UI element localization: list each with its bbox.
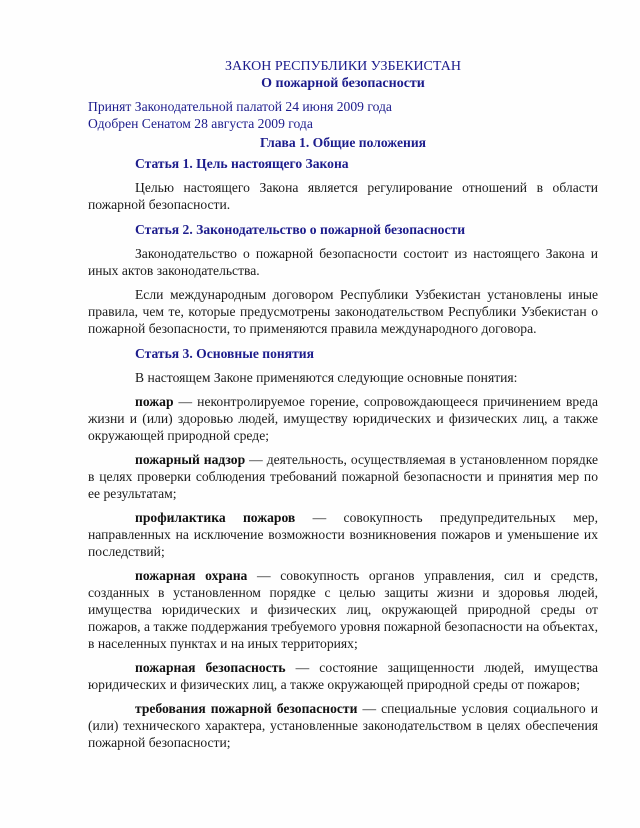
article-2-heading: Статья 2. Законодательство о пожарной безопасности [135,222,466,237]
definition-text: — неконтролируемое горение, сопровождающееся причинением вреда жизни и (или) здоровью людей, имуществу юридических и физических лиц, а также окружающей природной среде; [88,394,598,443]
definition-term: требования пожарной безопасности [135,701,358,716]
adoption-meta [88,98,598,132]
definition-item [88,509,598,560]
document-body [88,58,598,751]
definition-term: пожарная безопасность [135,660,286,675]
article-3-intro: В настоящем Законе применяются следующие основные понятия: [135,370,518,385]
definition-item [88,659,598,693]
definition-text: — совокупность предупредительных мер, направленных на исключение возможности возникновения пожаров и уменьшение их последствий; [88,510,598,559]
article-1-heading: Статья 1. Цель настоящего Закона [135,156,349,171]
definition-term: пожарный надзор [135,452,246,467]
chapter-heading: Глава 1. Общие положения [259,135,427,150]
definition-item [88,700,598,751]
definition-text: — совокупность органов управления, сил и средств, созданных в установленном порядке с целью защиты жизни и здоровья людей, имущества юридических и физических лиц, окружающей природной среды от пожаров, а также поддержания требуемого уровня пожарной безопасности на объектах, в населенных пунктах и на иных территориях; [88,568,598,651]
definition-term: пожарная охрана [135,568,248,583]
law-title: ЗАКОН РЕСПУБЛИКИ УЗБЕКИСТАН [225,59,461,74]
article-1-paragraph-1: Целью настоящего Закона является регулирование отношений в области пожарной безопасности. [88,180,598,212]
article-2-paragraph-1: Законодательство о пожарной безопасности состоит из настоящего Закона и иных актов законодательства. [88,246,598,278]
approved-date: Одобрен Сенатом 28 августа 2009 года [88,116,313,131]
definition-text: — деятельность, осуществляемая в установленном порядке в целях проверки соблюдения требований пожарной безопасности и принятия мер по ее результатам; [88,452,598,501]
law-subtitle: О пожарной безопасности [261,76,425,91]
definition-text: — состояние защищенности людей, имущества юридических и физических лиц, а также окружающей природной среды от пожаров; [88,660,598,692]
definition-term: профилактика пожаров [135,510,296,525]
definition-item [88,567,598,652]
definition-text: — специальные условия социального и (или) технического характера, установленные законодательством в целях обеспечения пожарной безопасности; [88,701,599,750]
adopted-date: Принят Законодательной палатой 24 июня 2009 года [88,99,392,114]
article-3-heading: Статья 3. Основные понятия [135,346,314,361]
definition-term: пожар [135,394,174,409]
definition-item [88,451,598,502]
article-2-paragraph-2: Если международным договором Республики Узбекистан установлены иные правила, чем те, которые предусмотрены законодательством Республики Узбекистан о пожарной безопасности, то применяются правила международного договора. [88,287,598,336]
definition-item [88,393,598,444]
